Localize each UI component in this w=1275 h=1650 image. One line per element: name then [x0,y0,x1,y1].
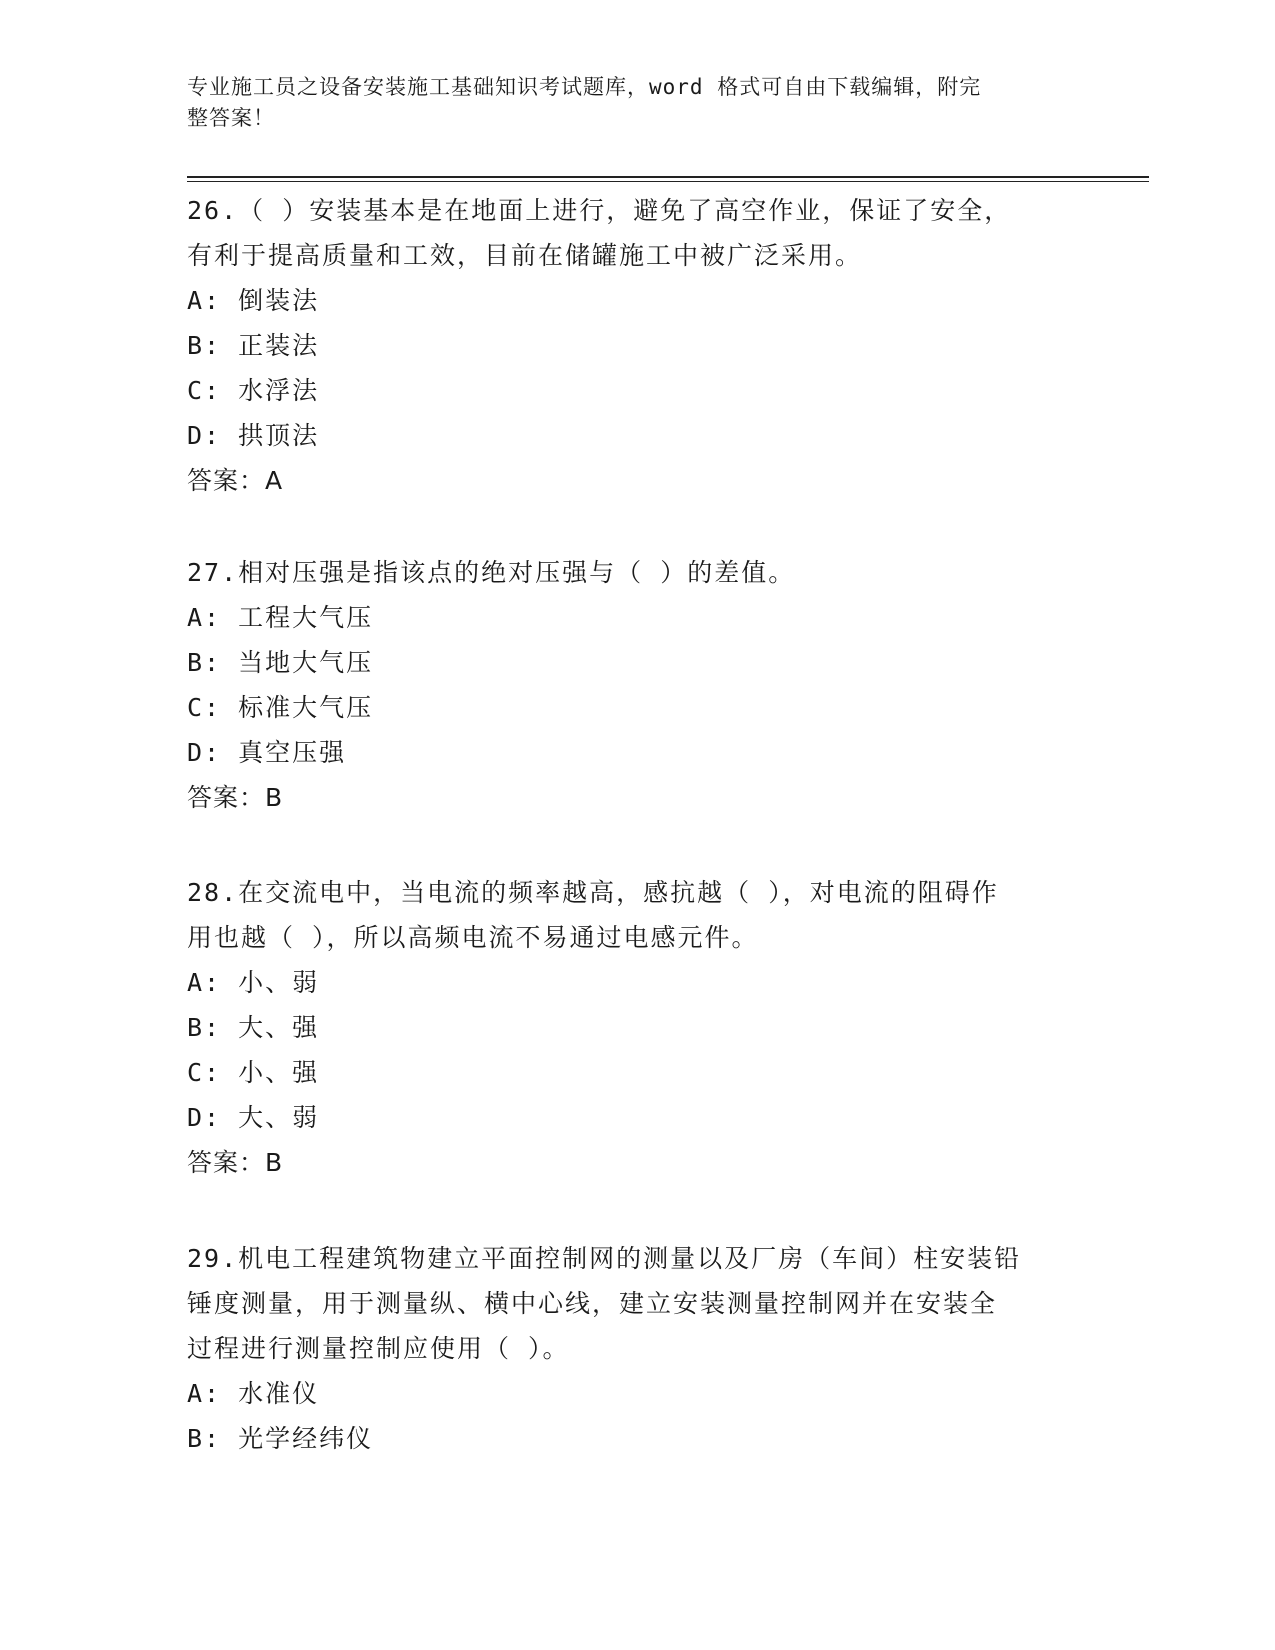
question-stem-line: 过程进行测量控制应使用（ ）。 [187,1334,570,1363]
option-b: B: 大、强 [187,1013,320,1042]
option-c: C: 小、强 [187,1058,320,1087]
option-a: A: 倒装法 [187,286,320,315]
option-c: C: 水浮法 [187,376,320,405]
document-page [187,0,1147,1650]
question-28 [187,870,1087,1185]
question-stem-line: 26.（ ）安装基本是在地面上进行，避免了高空作业，保证了安全， [187,196,1012,225]
option-a: A: 小、弱 [187,968,320,997]
question-27 [187,550,1087,820]
option-d: D: 大、弱 [187,1103,320,1132]
option-d: D: 真空压强 [187,738,347,767]
question-stem-line: 27.相对压强是指该点的绝对压强与（ ）的差值。 [187,558,796,587]
question-stem-line: 锤度测量，用于测量纵、横中心线，建立安装测量控制网并在安装全 [187,1289,998,1318]
header-divider-thick [187,176,1149,178]
question-stem-line: 28.在交流电中，当电流的频率越高，感抗越（ ），对电流的阻碍作 [187,878,999,907]
option-d: D: 拱顶法 [187,421,320,450]
answer-line: 答案：A [187,466,284,495]
option-b: B: 正装法 [187,331,320,360]
answer-line: 答案：B [187,783,284,812]
header-line-2: 整答案！ [187,106,275,130]
question-stem-line: 用也越（ ），所以高频电流不易通过电感元件。 [187,923,759,952]
question-29 [187,1236,1087,1461]
header-line-1: 专业施工员之设备安装施工基础知识考试题库，word 格式可自由下载编辑，附完 [187,75,982,99]
answer-line: 答案：B [187,1148,284,1177]
question-stem-line: 有利于提高质量和工效，目前在储罐施工中被广泛采用。 [187,241,863,270]
question-stem-line: 29.机电工程建筑物建立平面控制网的测量以及厂房（车间）柱安装铅 [187,1244,1022,1273]
document-header [187,72,1087,134]
option-c: C: 标准大气压 [187,693,374,722]
header-divider-thin [187,181,1149,182]
question-26 [187,188,1087,503]
option-b: B: 光学经纬仪 [187,1424,374,1453]
option-b: B: 当地大气压 [187,648,374,677]
option-a: A: 工程大气压 [187,603,374,632]
option-a: A: 水准仪 [187,1379,320,1408]
